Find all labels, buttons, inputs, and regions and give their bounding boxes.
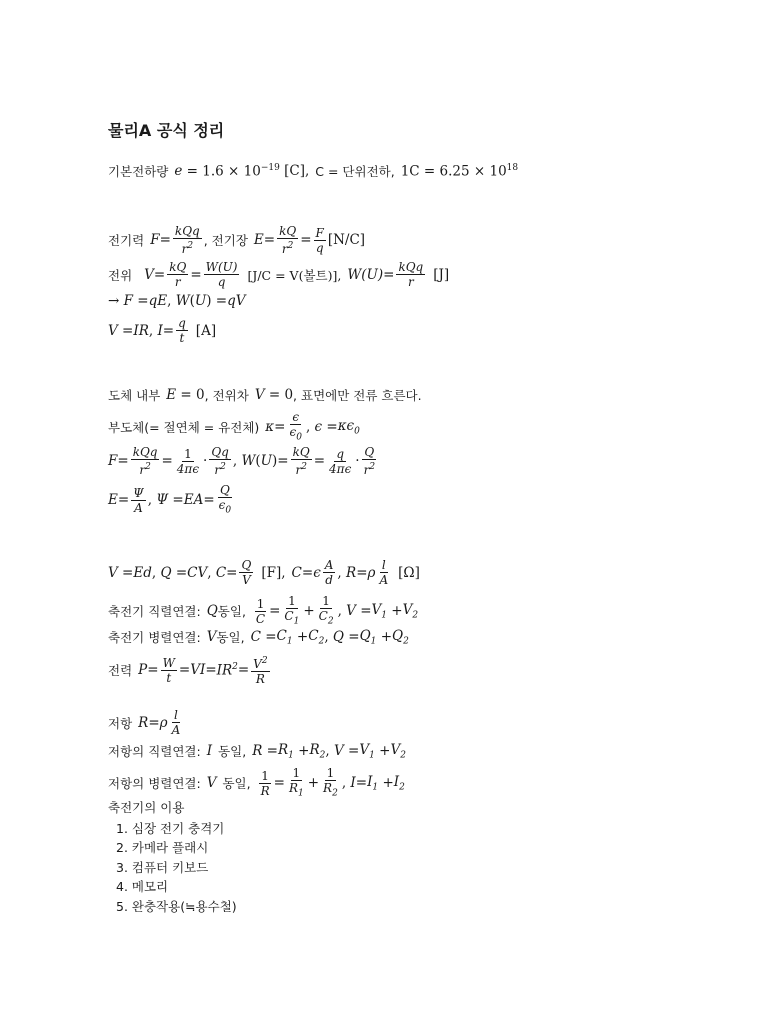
unit-charge-desc: C = 단위전하, [315,164,395,179]
use-item-1: 1. 심장 전기 충격기 [116,821,225,836]
power-label: 전력 [108,663,133,678]
res-series-line: 저항의 직렬연결: I 동일, R = $R_1$ + $R_2$ , V = $V_1$ + $V_2$ [108,742,406,761]
conductor-line: 도체 내부 E = 0 , 전위차 V = 0 , 표면에만 전류 흐른다. [108,387,422,403]
arrow-line: → F = qE , W ( U ) = qV [108,293,246,309]
list-item [116,838,208,856]
cap-series-same: 동일, [217,604,246,620]
force-field-line: 전기력 F = $\frac{\text{kQq}}{r^2}$ , 전기장 E = $\frac{kQ}{r^2}$ = $\frac{F}{q}$ [N/C] [108,224,366,256]
capacitor-line: V = Ed , Q = CV , C = $\frac{Q}{V}$ [F], C = ϵ $\frac{A}{d}$ , R = ρ $\frac{l}{A}$ [Ω] [108,558,420,587]
coulomb-line: F = $\frac{\text{kQq}}{r^2}$ = $\frac{1}{4\pi\epsilon}$ · $\frac{Qq}{r^2}$ , W ( U )= $\frac{kQ}{r^2}$ = $\frac{q}{4\pi\epsilon}$ · $\frac{Q}{r^2}$ [108,445,376,477]
use-item-3: 3. 컴퓨터 키보드 [116,860,209,875]
surface-current-text: , 표면에만 전류 흐른다. [293,388,422,403]
page-title [108,118,224,141]
cap-parallel-same: 동일, [216,630,245,646]
use-item-5: 5. 완충작용(≒용수철) [116,899,237,914]
potential-label: 전위 [108,267,133,283]
electric-field-label: , 전기장 [203,233,248,248]
dielectric-label: 부도체(= 절연체 = 유전체) [108,420,260,436]
unit-ampere: [A] [195,322,217,339]
conductor-label: 도체 내부 [108,388,161,403]
power-line: 전력 P = $\frac{W}{t}$ = VI = $IR^2$ = $\frac{V^2}{R}$ [108,655,268,686]
list-item [116,877,168,895]
page-title-text: 물리A 공식 정리 [108,121,225,140]
ohm-current-line: V = IR , I = $\frac{q}{t}$ [A] [108,316,217,345]
uses-title [108,798,184,816]
unit-jc: [J/C = V(볼트)], [247,267,342,283]
list-item [116,819,224,837]
uses-title-text: 축전기의 이용 [108,800,185,815]
potential-diff-label: , 전위차 [204,388,249,403]
resistance-label: 저항 [108,715,133,731]
unit-n-per-c: [N/C] [327,232,366,248]
basic-charge-line: 기본전하량 e = $1.6 \times 10^{-19}$ [C], C = 단위전하, $1C = 6.25 \times 10^{18}$ [108,162,519,180]
dielectric-line: 부도체(= 절연체 = 유전체) κ = $\frac{\epsilon}{\epsilon_0}$ , ϵ = $\kappa\epsilon_0$ [108,410,360,443]
unit-farad: [F], [261,564,286,581]
charge-formula: e [174,163,183,179]
flux-line: E = $\frac{\Psi}{A}$ , Ψ = EA = $\frac{Q}{\epsilon_0}$ [108,483,232,516]
res-parallel-line: 저항의 병렬연결: V 동일, $\frac{1}{R}$ = $\frac{1}{R_1}$ + $\frac{1}{R_2}$ , I = $I_1$ + $I_2$ [108,766,405,799]
cap-series-label: 축전기 직렬연결: [108,604,201,620]
potential-line: 전위 V = $\frac{kQ}{r}$ = $\frac{W(U)}{q}$ [J/C = V(볼트)], W(U) = $\frac{\text{kQq}}{r}$ [J] [108,260,450,289]
basic-charge-label: 기본전하량 [108,164,169,179]
res-parallel-label: 저항의 병렬연결: [108,776,201,792]
use-item-4: 4. 메모리 [116,879,169,894]
list-item [116,858,208,876]
res-series-label: 저항의 직렬연결: [108,744,201,760]
cap-parallel-line: 축전기 병렬연결: V 동일, C = $C_1$ + $C_2$ , Q = $Q_1$ + $Q_2$ [108,628,409,647]
unit-coulomb: [C], [284,163,310,179]
res-series-same: 동일, [218,744,247,760]
electric-force-label: 전기력 [108,233,145,248]
cap-series-line: 축전기 직렬연결: Q 동일, $\frac{1}{C}$ = $\frac{1}{C_1}$ + $\frac{1}{C_2}$ , V = $V_1$ + $V_2$ [108,594,419,627]
resistance-line: 저항 R = ρ $\frac{l}{A}$ [108,708,181,737]
unit-ohm: [Ω] [398,564,420,581]
list-item [116,897,237,915]
cap-parallel-label: 축전기 병렬연결: [108,630,201,646]
res-parallel-same: 동일, [222,776,251,792]
unit-joule: [J] [433,266,450,283]
use-item-2: 2. 카메라 플래시 [116,840,209,855]
